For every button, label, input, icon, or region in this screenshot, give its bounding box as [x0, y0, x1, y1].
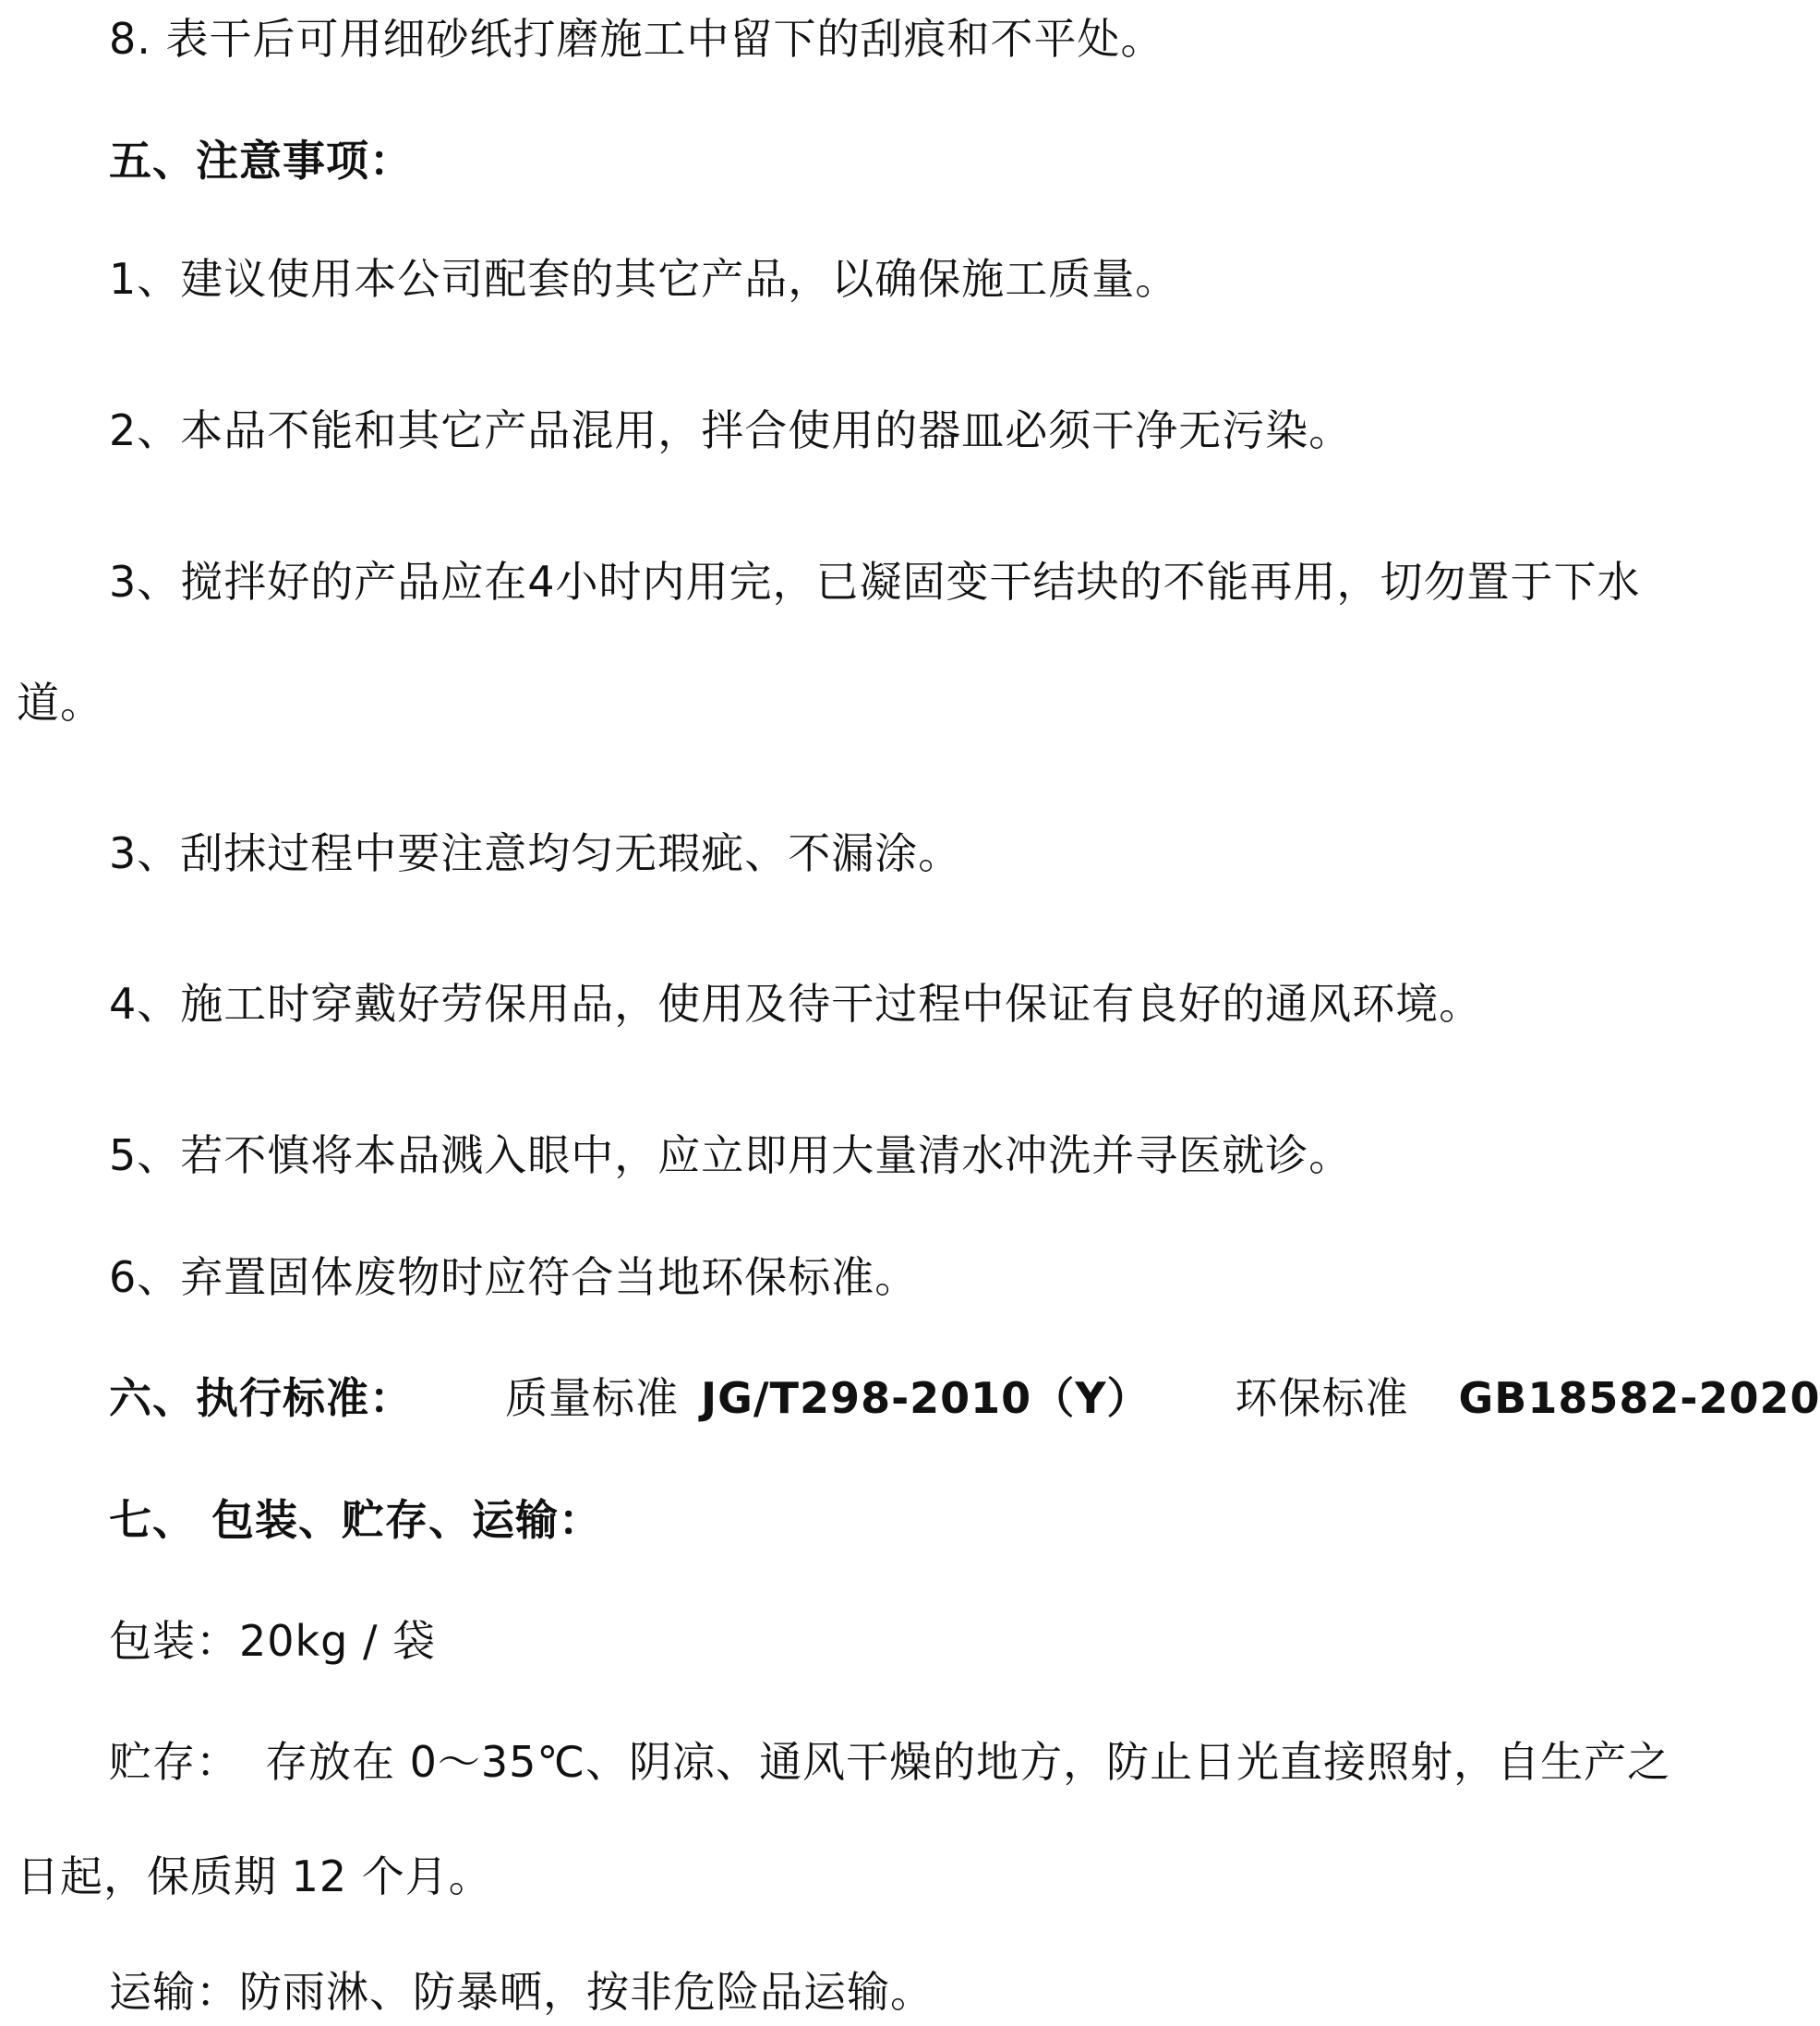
- section-heading-packaging: 七、 包装、贮存、运输：: [109, 1495, 603, 1545]
- precaution-item-1: 1、建议使用本公司配套的其它产品，以确保施工质量。: [109, 254, 1179, 304]
- precaution-item-3a-continued: 道。: [17, 678, 103, 728]
- section-heading-standards: 六、执行标准：: [109, 1373, 413, 1423]
- storage-text-continued: 日起，保质期 12 个月。: [17, 1851, 492, 1901]
- precaution-item-5: 5、若不慎将本品溅入眼中，应立即用大量清水冲洗并寻医就诊。: [109, 1130, 1353, 1180]
- storage-row: [109, 1736, 1670, 1788]
- precaution-item-3a: 3、搅拌好的产品应在4小时内用完，已凝固变干结块的不能再用，切勿置于下水: [109, 557, 1641, 607]
- storage-label: 贮存：: [109, 1737, 239, 1787]
- precaution-item-3b: 3、刮抹过程中要注意均匀无瑕疵、不漏涂。: [109, 828, 962, 878]
- storage-text: 存放在 0～35℃、阴凉、通风干燥的地方，防止日光直接照射，自生产之: [265, 1737, 1671, 1787]
- standards-row: [109, 1372, 1820, 1424]
- precaution-item-4: 4、施工时穿戴好劳保用品，使用及待干过程中保证有良好的通风环境。: [109, 979, 1483, 1029]
- environmental-standard-value: GB18582-2020: [1458, 1373, 1820, 1423]
- transport-row: 运输：防雨淋、防暴晒，按非危险品运输。: [109, 1967, 934, 2017]
- section-heading-precautions: 五、注意事项：: [109, 136, 413, 186]
- precaution-item-2: 2、本品不能和其它产品混用，拌合使用的器皿必须干净无污染。: [109, 405, 1353, 455]
- packaging-row: [109, 1615, 436, 1667]
- quality-standard-label: 质量标准: [505, 1373, 679, 1423]
- packaging-label: 包装：: [109, 1616, 239, 1666]
- precaution-item-6: 6、弃置固体废物时应符合当地环保标准。: [109, 1252, 919, 1302]
- packaging-value: 20kg / 袋: [239, 1616, 437, 1666]
- environmental-standard-label: 环保标准: [1235, 1373, 1409, 1423]
- quality-standard-value: JG/T298-2010（Y）: [701, 1373, 1151, 1423]
- construction-step-8: 8. 表干后可用细砂纸打磨施工中留下的刮痕和不平处。: [109, 14, 1164, 64]
